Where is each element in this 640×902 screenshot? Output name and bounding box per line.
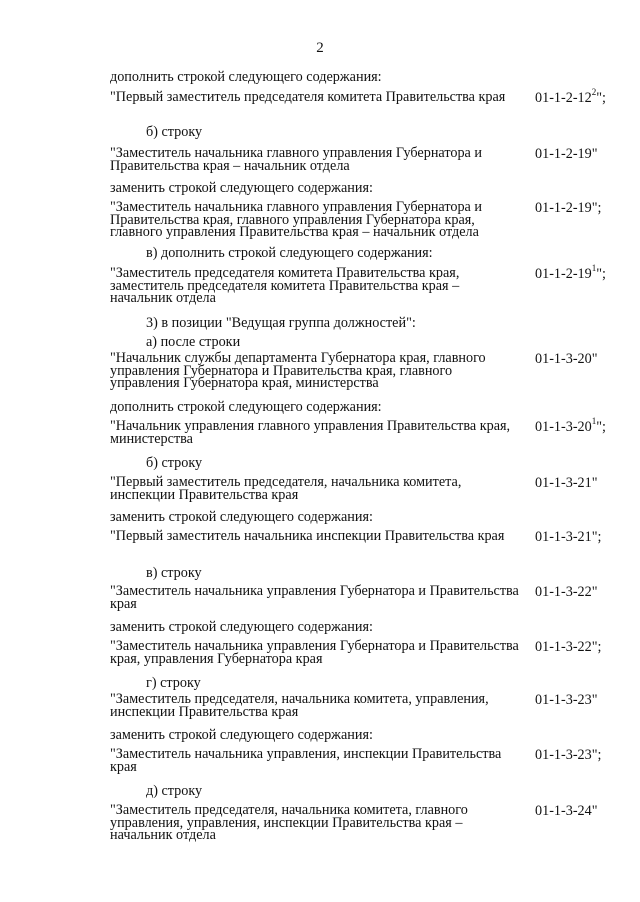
instruction-line: заменить строкой следующего содержания: [110,509,373,525]
entry-title: "Начальник управления главного управления Правительства края, министерства [110,418,511,447]
entry-code: $01-1-2-19^1$"; [535,263,606,282]
entry-code: 01-1-3-22" [535,584,598,600]
instruction-line: а) после строки [146,334,241,350]
entry-code: 01-1-3-23" [535,692,598,708]
entry-code: 01-1-3-20" [535,351,598,367]
instruction-line: б) строку [146,124,203,140]
instruction-line: в) строку [146,565,202,581]
entry-title: "Заместитель начальника управления Губернатора и Правительства края, управления Губернатора края [110,638,519,667]
instruction-line: г) строку [146,675,201,691]
instruction-line: дополнить строкой следующего содержания: [110,69,382,85]
entry-title: "Заместитель начальника управления Губернатора и Правительства края [110,583,519,612]
entry-title: "Заместитель начальника управления, инспекции Правительства края [110,746,502,775]
entry-title: "Заместитель начальника главного управления Губернатора и Правительства края, главного управления Губернатора края, главного управления Правительства края – начальник отдела [110,199,482,241]
entry-code: 01-1-3-21"; [535,529,602,545]
instruction-line: б) строку [146,455,203,471]
entry-code: 01-1-2-19"; [535,200,602,216]
entry-code: $01-1-3-20^1$"; [535,416,606,435]
entry-title: "Начальник службы департамента Губернатора края, главного управления Губернатора и Правительства края, главного управления Губернатора края, министерства [110,350,486,392]
instruction-line: заменить строкой следующего содержания: [110,727,373,743]
page-number: 2 [316,40,324,56]
entry-code: 01-1-3-21" [535,475,598,491]
entry-title: "Первый заместитель председателя, начальника комитета, инспекции Правительства края [110,474,462,503]
instruction-line: заменить строкой следующего содержания: [110,619,373,635]
instruction-line: заменить строкой следующего содержания: [110,180,373,196]
entry-title: "Заместитель председателя, начальника комитета, главного управления, управления, инспекции Правительства края – начальник отдела [110,802,468,844]
entry-code: 01-1-3-22"; [535,639,602,655]
entry-code: 01-1-3-23"; [535,747,602,763]
entry-title: "Первый заместитель председателя комитета Правительства края [110,89,506,105]
instruction-line: в) дополнить строкой следующего содержания: [146,245,433,261]
instruction-line: д) строку [146,783,203,799]
entry-title: "Первый заместитель начальника инспекции Правительства края [110,528,505,544]
entry-code: 01-1-2-19" [535,146,598,162]
entry-title: "Заместитель председателя комитета Правительства края, заместитель председателя комитета Правительства края – начальник отдела [110,265,460,307]
entry-code: 01-1-3-24" [535,803,598,819]
instruction-line: дополнить строкой следующего содержания: [110,399,382,415]
entry-title: "Заместитель председателя, начальника комитета, управления, инспекции Правительства края [110,691,489,720]
instruction-line: 3) в позиции "Ведущая группа должностей": [146,315,416,331]
entry-code: $01-1-2-12^2$"; [535,87,606,106]
entry-title: "Заместитель начальника главного управления Губернатора и Правительства края – начальник отдела [110,145,482,174]
